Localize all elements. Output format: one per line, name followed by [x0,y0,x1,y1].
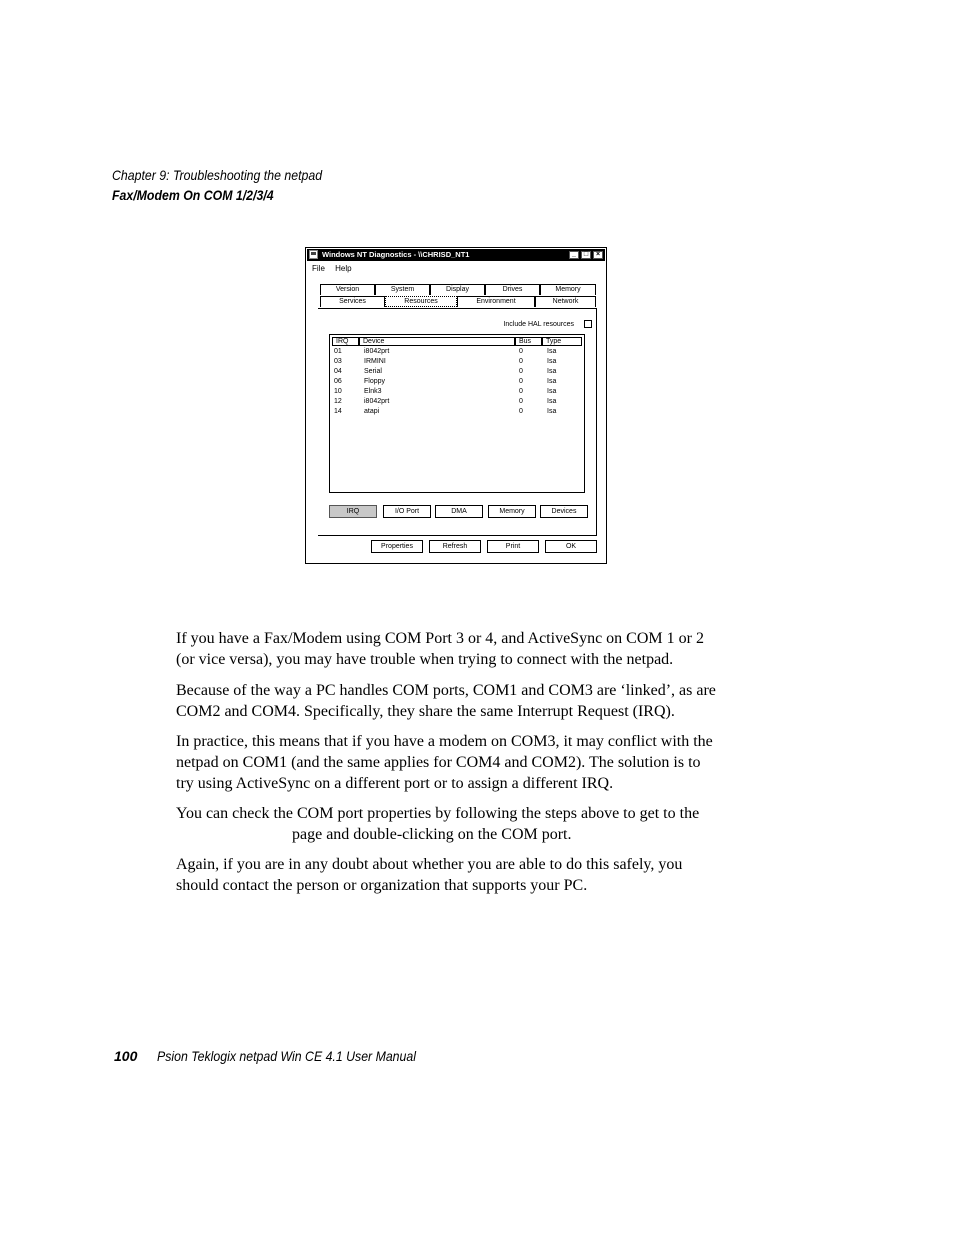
maximize-icon[interactable]: □ [581,251,591,259]
paragraph: Because of the way a PC handles COM ports, COM1 and COM3 are ‘linked’, as are COM2 and COM4. Specifically, they share the same Interrupt Request (IRQ). [176,682,716,720]
tab-resources[interactable]: Resources [385,296,457,307]
tab-memory[interactable]: Memory [540,284,596,295]
menu-help[interactable]: Help [335,264,352,273]
table-row[interactable]: 14 atapi 0 Isa [334,408,557,415]
chapter-heading: Chapter 9: Troubleshooting the netpad [112,167,323,183]
window-title: Windows NT Diagnostics - \\CHRISD_NT1 [322,250,470,259]
paragraph: In practice, this means that if you have a modem on COM3, it may conflict with the netpad on COM1 (and the same applies for COM4 and COM2). The solution is to try using ActiveSync on a different port or to assign a different IRQ. [176,733,713,792]
properties-button[interactable]: Properties [371,540,423,553]
tab-row-bottom [320,296,596,307]
paragraph: If you have a Fax/Modem using COM Port 3 or 4, and ActiveSync on COM 1 or 2 (or vice versa), you may have trouble when trying to connect with the netpad. [176,630,704,668]
section-heading: Fax/Modem On COM 1/2/3/4 [112,187,274,203]
print-button[interactable]: Print [487,540,539,553]
table-row[interactable]: 10 Elnk3 0 Isa [334,388,557,395]
column-type[interactable]: Type [542,337,582,346]
tab-display[interactable]: Display [430,284,485,295]
menu-file[interactable]: File [312,264,325,273]
nt-diagnostics-screenshot [305,247,607,564]
irq-list[interactable] [329,334,585,493]
hal-resources-label: Include HAL resources [503,321,574,328]
menu-bar [312,263,360,274]
table-row[interactable]: 04 Serial 0 Isa [334,368,557,375]
memory-button[interactable]: Memory [488,505,536,518]
close-icon[interactable]: × [593,251,603,259]
column-bus[interactable]: Bus [515,337,542,346]
tab-version[interactable]: Version [320,284,375,295]
paragraph: You can check the COM port properties by following the steps above to get to the page and double-clicking on the COM port. [176,805,700,843]
column-device[interactable]: Device [359,337,515,346]
devices-button[interactable]: Devices [540,505,588,518]
table-row[interactable]: 01 i8042prt 0 Isa [334,348,557,355]
tab-system[interactable]: System [375,284,430,295]
tab-environment[interactable]: Environment [457,296,535,307]
io-port-button[interactable]: I/O Port [383,505,431,518]
column-irq[interactable]: IRQ [332,337,359,346]
title-bar[interactable] [307,249,605,261]
tab-row-top [320,284,596,295]
paragraph: Again, if you are in any doubt about whether you are able to do this safely, you should contact the person or organization that supports your PC. [176,856,683,894]
dma-button[interactable]: DMA [435,505,483,518]
refresh-button[interactable]: Refresh [429,540,481,553]
table-row[interactable]: 03 IRMINI 0 Isa [334,358,557,365]
page-number: 100 [114,1048,138,1064]
list-header [332,337,582,346]
manual-title: Psion Teklogix netpad Win CE 4.1 User Manual [157,1048,416,1064]
resources-panel [318,308,597,536]
minimize-icon[interactable]: _ [569,251,579,259]
table-row[interactable]: 12 i8042prt 0 Isa [334,398,557,405]
irq-button[interactable]: IRQ [329,505,377,518]
table-row[interactable]: 06 Floppy 0 Isa [334,378,557,385]
hal-resources-checkbox[interactable] [584,320,592,328]
tab-services[interactable]: Services [320,296,385,307]
tab-drives[interactable]: Drives [485,284,540,295]
app-icon [309,250,318,259]
ok-button[interactable]: OK [545,540,597,553]
tab-network[interactable]: Network [535,296,596,307]
